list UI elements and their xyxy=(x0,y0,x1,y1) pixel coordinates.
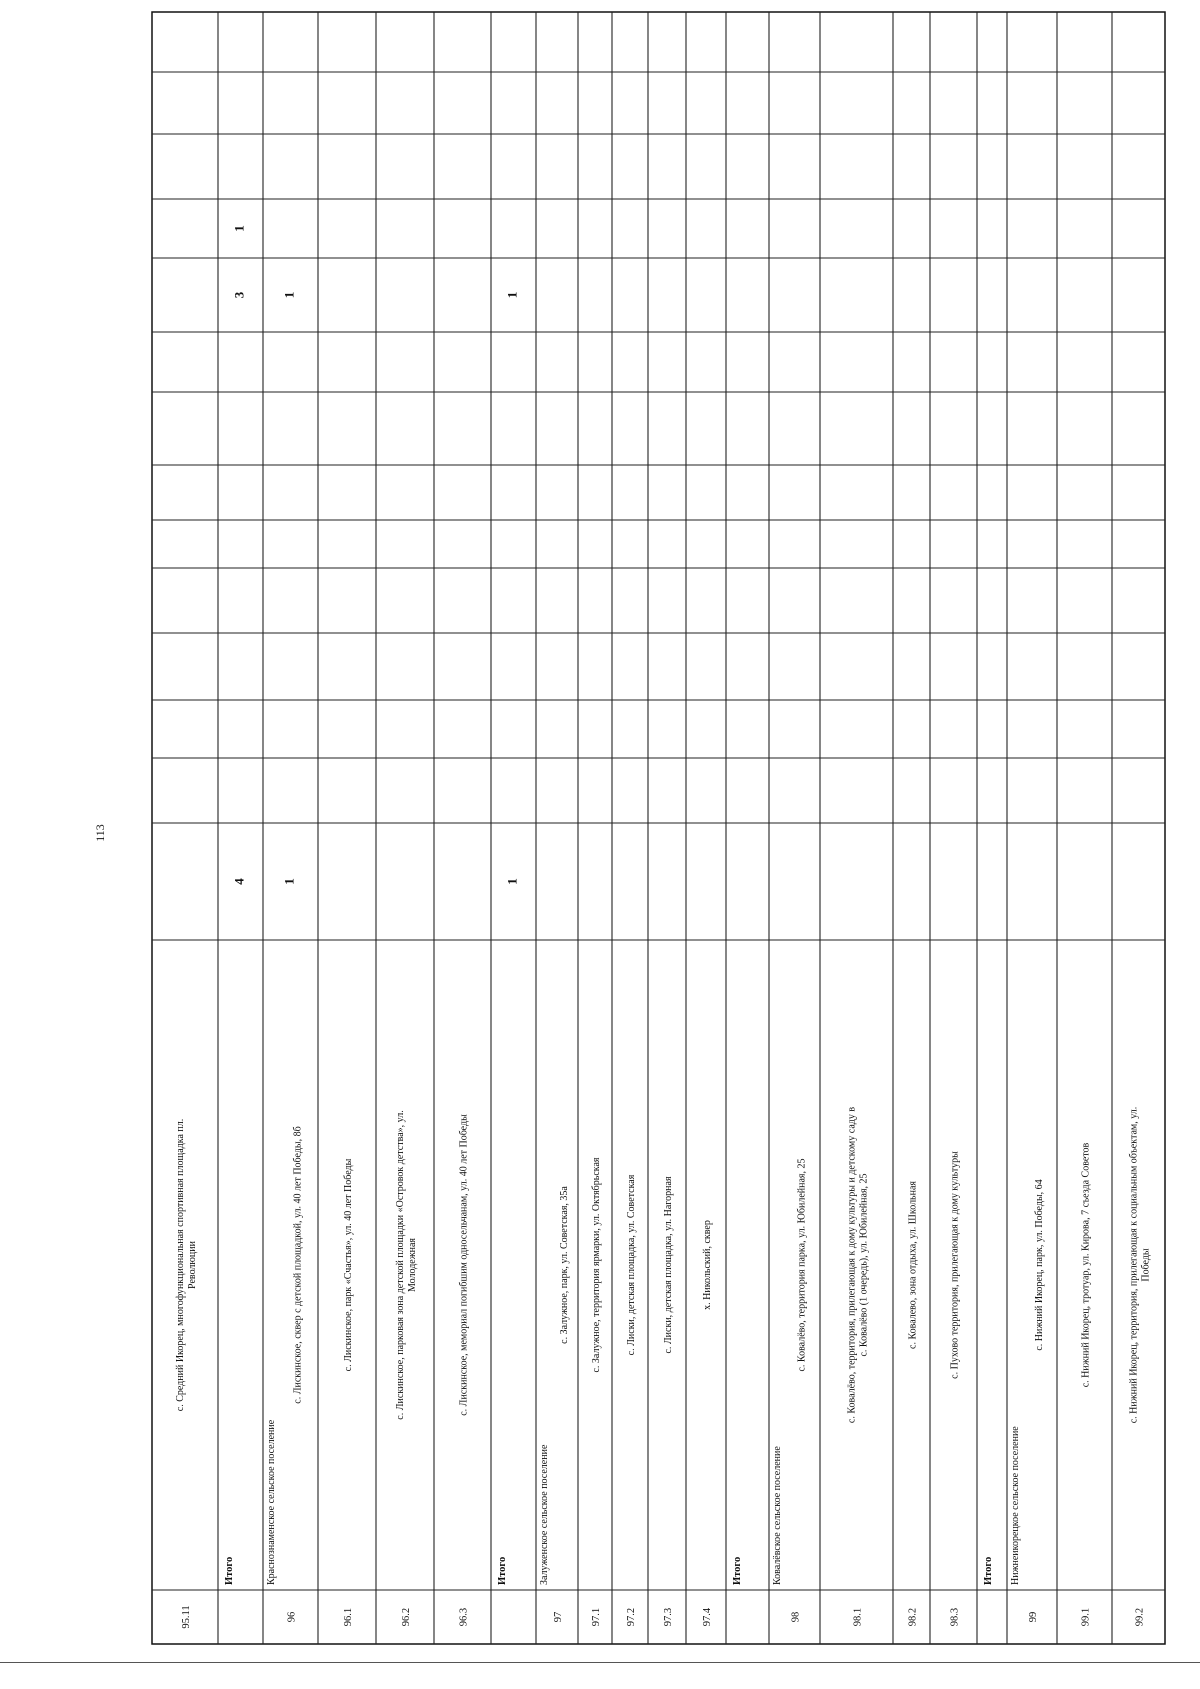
settlement-name: Краснознаменское сельское поселение xyxy=(266,1419,277,1585)
settlement-name: Нижнеикорецкое сельское поселение xyxy=(1010,1426,1021,1585)
address-text: с. Ковалёво, территория парка, ул. Юбилейная, 25 xyxy=(796,1158,808,1372)
address-text: с. Нижний Икорец, парк, ул. Победы, 64 xyxy=(1034,1179,1045,1351)
row-number: 99 xyxy=(1028,1611,1039,1623)
address-text: с. Лискинское, сквер с детской площадкой, ул. 40 лет Победы, 8б xyxy=(292,1126,304,1404)
row-number: 97.1 xyxy=(591,1607,602,1627)
row-number: 96 xyxy=(286,1611,298,1623)
itogo-label: Итого xyxy=(497,1556,508,1585)
address-text: с. Ковалёво (1 очередь), ул. Юбилейная, 25 xyxy=(858,1173,870,1357)
row-number: 97.4 xyxy=(702,1607,713,1627)
row-number: 96.2 xyxy=(401,1607,412,1627)
address-text: с. Залужное, территория ярмарки, ул. Октябрьская xyxy=(591,1157,602,1373)
row-number: 96.1 xyxy=(343,1607,354,1627)
itogo-label: Итого xyxy=(732,1556,743,1585)
row-number: 97.3 xyxy=(663,1607,674,1627)
address-text: с. Ковалево, зона отдыха, ул. Школьная xyxy=(907,1180,919,1350)
settlement-name: Залуженское сельское поселение xyxy=(539,1444,550,1585)
address-text: с. Лискинское, парковая зона детской площадки «Островок детства», ул. xyxy=(395,1110,406,1420)
cell-value: 1 xyxy=(281,878,297,885)
address-text: х. Никольский, сквер xyxy=(702,1220,713,1310)
address-text: с. Лискинское, парк «Счастья», ул. 40 лет Победы xyxy=(343,1158,354,1372)
cell-value: 1 xyxy=(504,291,520,299)
row-number: 98.3 xyxy=(949,1607,961,1627)
row-number: 98.1 xyxy=(852,1607,864,1627)
row-number: 95.11 xyxy=(181,1605,192,1629)
settlement-name: Ковалёвское сельское поселение xyxy=(772,1446,783,1585)
address-text: с. Лискинское, мемориал погибшим односельчанам, ул. 40 лет Победы xyxy=(458,1114,470,1416)
address-text: с. Средний Икорец, многофункциональная спортивная площадка пл. xyxy=(175,1118,186,1412)
row-number: 98 xyxy=(790,1611,802,1623)
cell-value: 1 xyxy=(231,225,247,232)
row-number: 96.3 xyxy=(458,1607,470,1627)
address-text: с. Лиски, детская площадка, ул. Нагорная xyxy=(663,1176,674,1354)
cell-value: 3 xyxy=(231,291,247,299)
address-text: с. Нижний Икорец, территория, прилегающая к социальным объектам, ул. xyxy=(1128,1106,1140,1424)
itogo-label: Итого xyxy=(983,1556,994,1585)
row-number: 99.1 xyxy=(1080,1607,1092,1627)
address-text: с. Нижний Икорец, тротуар, ул. Кирова, 7 съезда Советов xyxy=(1080,1142,1092,1388)
address-text: Революции xyxy=(187,1241,198,1289)
row-number: 97.2 xyxy=(626,1607,637,1627)
address-text: Победы xyxy=(1140,1248,1152,1282)
address-text: Молодежная xyxy=(407,1237,418,1293)
address-text: с. Лиски, детская площадка, ул. Советская xyxy=(626,1174,637,1356)
address-text: с. Ковалёво, территория, прилегающая к дому культуры и детскому саду в xyxy=(846,1106,858,1424)
address-text: с. Пухово территория, прилегающая к дому культуры xyxy=(949,1151,961,1379)
cell-value: 1 xyxy=(281,291,297,299)
address-text: с. Залужное, парк, ул. Советская, 35а xyxy=(559,1186,570,1344)
cell-value: 4 xyxy=(231,878,247,885)
page-number: 113 xyxy=(93,824,107,842)
itogo-label: Итого xyxy=(224,1556,235,1585)
row-number: 99.2 xyxy=(1134,1607,1146,1627)
row-number: 98.2 xyxy=(907,1607,919,1627)
row-number: 97 xyxy=(553,1611,564,1623)
cell-value: 1 xyxy=(504,878,520,885)
table-frame xyxy=(152,12,1165,1644)
